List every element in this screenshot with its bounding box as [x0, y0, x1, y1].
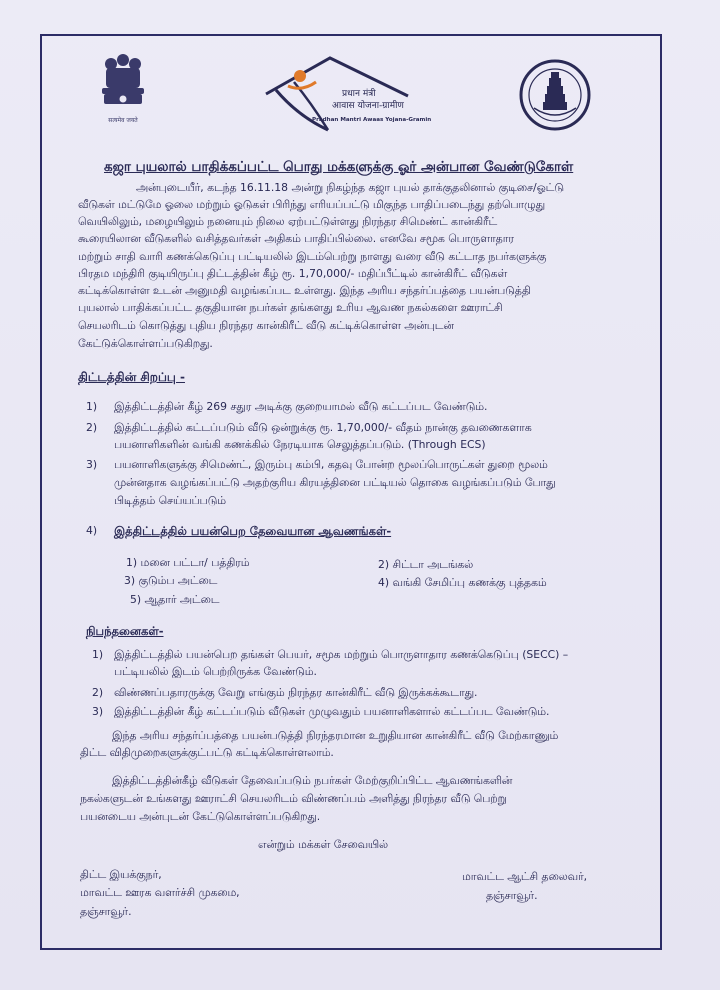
intro-line: மற்றும் சாதி வாரி கணக்கெடுப்பு பட்டியலில் இடம்பெற்று நாளது வரை வீடு கட்டாத நபர்களுக்கு — [78, 250, 547, 263]
pmay-g-logo — [258, 52, 438, 134]
features-heading: திட்டத்தின் சிறப்பு - — [78, 370, 185, 384]
document-item: 3) குடும்ப அட்டை — [124, 574, 218, 587]
condition-number: 3) — [92, 705, 104, 718]
pmay-line1: प्रधान मंत्री — [342, 89, 376, 99]
document-item: 4) வங்கி சேமிப்பு கணக்கு புத்தகம் — [378, 576, 547, 589]
body-paragraph-line: இத்திட்டத்தின்கீழ் வீடுகள் தேவைப்படும் நபர்கள் மேற்குறிப்பிட்ட ஆவணங்களின் — [112, 774, 513, 787]
condition-number: 1) — [92, 648, 104, 661]
condition-text: பட்டியலில் இடம் பெற்றிருக்க வேண்டும். — [114, 665, 317, 678]
intro-line: கூரையிலான வீடுகளில் வசித்தவர்கள் அதிகம் பாதிப்பில்லை. எனவே சமூக பொருளாதார — [78, 232, 514, 245]
intro-line: கேட்டுக்கொள்ளப்படுகிறது. — [78, 337, 213, 350]
body-paragraph-line: திட்ட விதிமுறைகளுக்குட்பட்டு கட்டிக்கொள்ளலாம். — [80, 746, 334, 759]
signatory-right: மாவட்ட ஆட்சி தலைவர், — [462, 870, 588, 883]
intro-line: கட்டிக்கொள்ள உடன் அனுமதி வழங்கப்பட உள்ளது. இந்த அரிய சந்தர்ப்பத்தை பயன்படுத்தி — [78, 284, 531, 297]
feature-text: இத்திட்டத்தின் கீழ் 269 சதுர அடிக்கு குறையாமல் வீடு கட்டப்பட வேண்டும். — [114, 400, 488, 413]
intro-line: வீடுகள் மட்டுமே ஓலை மற்றும் ஓடுகள் பிரிந்து எரியப்பட்டு மிகுந்த பாதிப்படைந்து தற்பொழுது — [78, 198, 545, 211]
feature-number: 3) — [86, 458, 98, 471]
intro-line: புயலால் பாதிக்கப்பட்ட தகுதியான நபர்கள் தங்களது உரிய ஆவண நகல்களை ஊராட்சி — [78, 301, 503, 314]
pmay-line2: आवास योजना-ग्रामीण — [332, 101, 404, 111]
intro-line: பிரதம மந்திரி குடியிருப்பு திட்டத்தின் கீழ் ரூ. 1,70,000/- மதிப்பீட்டில் கான்கிரீட் வீடுகள் — [78, 267, 508, 280]
feature-number: 1) — [86, 400, 98, 413]
feature-number: 2) — [86, 421, 98, 434]
signatory-left: தஞ்சாவூர். — [80, 905, 132, 918]
documents-heading: இத்திட்டத்தில் பயன்பெற தேவையான ஆவணங்கள்- — [114, 524, 392, 538]
condition-number: 2) — [92, 686, 104, 699]
national-emblem-icon — [92, 50, 154, 130]
body-paragraph-line: பயனடைய அன்புடன் கேட்டுகொள்ளப்படுகிறது. — [80, 810, 321, 823]
document-item: 5) ஆதார் அட்டை — [130, 593, 220, 606]
body-paragraph-line: இந்த அரிய சந்தர்ப்பத்தை பயன்படுத்தி நிரந்தரமான உறுதியான கான்கிரீட் வீடு மேற்காணும் — [112, 729, 559, 742]
feature-text: பயனாளிகளுக்கு சிமெண்ட், இரும்பு கம்பி, கதவு போன்ற மூலப்பொருட்கள் துறை மூலம் — [114, 458, 548, 471]
closing-line: என்றும் மக்கள் சேவையில் — [258, 838, 388, 851]
condition-text: விண்ணப்பதாரருக்கு வேறு எங்கும் நிரந்தர கான்கிரீட் வீடு இருக்கக்கூடாது. — [114, 686, 478, 699]
feature-text: முன்னதாக வழங்கப்பட்டு அதற்குரிய கிரயத்தினை பட்டியல் தொகை வழங்கப்படும் போது — [114, 476, 556, 489]
signatory-left: மாவட்ட ஊரக வளர்ச்சி முகமை, — [80, 886, 240, 899]
document-item: 2) சிட்டா அடங்கல் — [378, 558, 474, 571]
feature-text: பிடித்தம் செய்யப்படும் — [114, 494, 226, 507]
tamil-nadu-seal-icon — [518, 58, 592, 132]
feature-text: இத்திட்டத்தில் கட்டப்படும் வீடு ஒன்றுக்கு ரூ. 1,70,000/- வீதம் நான்கு தவணைகளாக — [114, 421, 532, 434]
condition-text: இத்திட்டத்தின் கீழ் கட்டப்படும் வீடுகள் முழுவதும் பயனாளிகளால் கட்டப்பட வேண்டும். — [114, 705, 550, 718]
emblem-caption: सत्यमेव जयते — [108, 117, 138, 124]
pmay-line3: Pradhan Mantri Awaas Yojana-Gramin — [312, 117, 432, 123]
condition-text: இத்திட்டத்தில் பயன்பெற தங்கள் பெயர், சமூக மற்றும் பொருளாதார கணக்கெடுப்பு (SECC) – — [114, 648, 569, 661]
document-item: 1) மனை பட்டா/ பத்திரம் — [126, 556, 250, 569]
signatory-left: திட்ட இயக்குநர், — [80, 868, 162, 881]
conditions-heading: நிபந்தனைகள்- — [86, 624, 164, 638]
intro-line: செயலரிடம் கொடுத்து புதிய நிரந்தர கான்கிரீட் வீடு கட்டிக்கொள்ள அன்புடன் — [78, 319, 454, 332]
signatory-right: தஞ்சாவூர். — [486, 889, 538, 902]
page-title: கஜா புயலால் பாதிக்கப்பட்ட பொது மக்களுக்கு ஓர் அன்பான வேண்டுகோள் — [104, 159, 574, 175]
intro-line: வெயிலிலும், மழையிலும் நனையும் நிலை ஏற்பட்டுள்ளது நிரந்தர சிமெண்ட் கான்கிரீட் — [78, 215, 498, 228]
body-paragraph-line: நகல்களுடன் உங்களது ஊராட்சி செயலரிடம் விண்ணப்பம் அளித்து நிரந்தர வீடு பெற்று — [80, 792, 507, 805]
intro-line: அன்புடையீர், கடந்த 16.11.18 அன்று நிகழ்ந்த கஜா புயல் தாக்குதலினால் குடிசை/ஓட்டு — [136, 181, 564, 194]
feature-text: பயனாளிகளின் வங்கி கணக்கில் நேரடியாக செலுத்தப்படும். (Through ECS) — [114, 438, 486, 451]
documents-number: 4) — [86, 524, 98, 537]
